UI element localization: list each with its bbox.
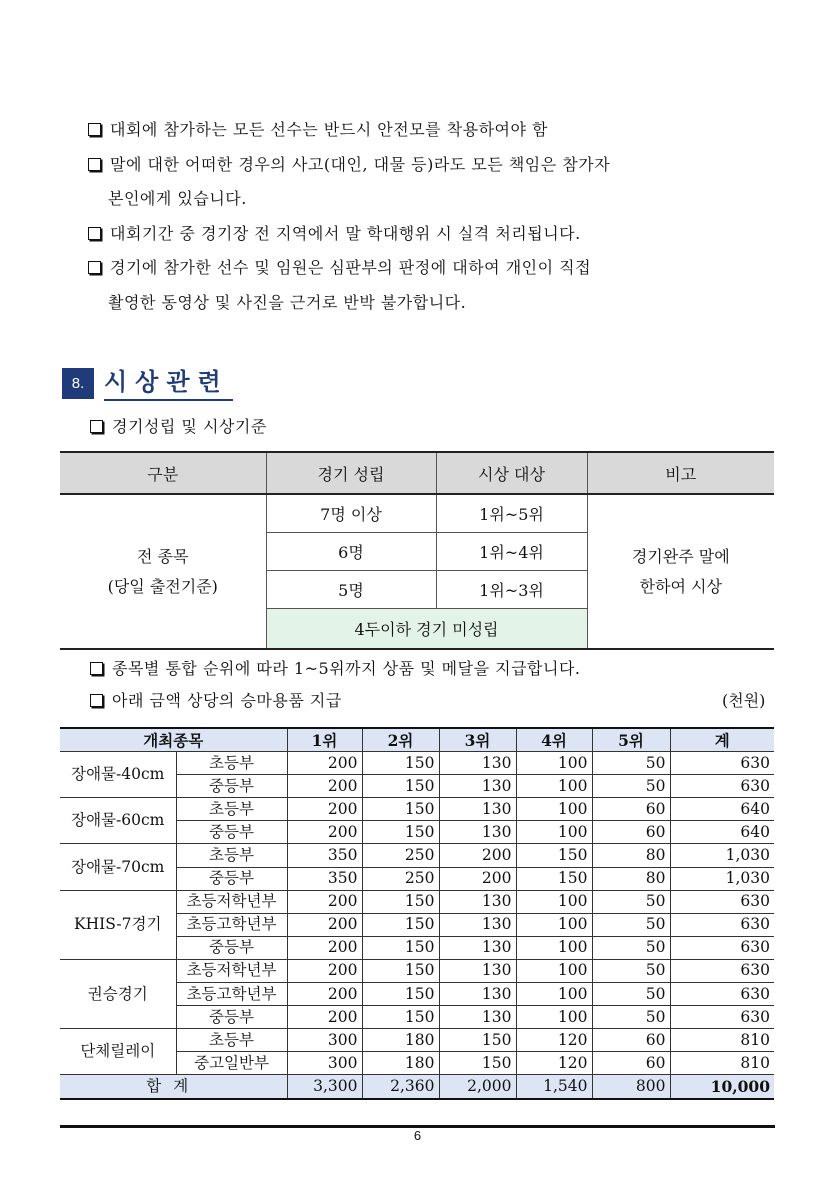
note-item: 대회에 참가하는 모든 선수는 반드시 안전모를 착용하여야 함 bbox=[88, 113, 788, 148]
invalid-cell: 4두이하 경기 미성립 bbox=[266, 609, 587, 650]
amount-cell: 300 bbox=[287, 1052, 362, 1075]
amount-cell: 120 bbox=[516, 1052, 592, 1075]
criteria-table bbox=[60, 451, 774, 650]
amount-cell: 80 bbox=[592, 844, 670, 867]
amount-cell: 50 bbox=[592, 890, 670, 913]
page-number: 6 bbox=[413, 1128, 422, 1143]
amount-cell: 60 bbox=[592, 1029, 670, 1052]
condition-cell: 5명 bbox=[266, 571, 436, 609]
event-cell: 장애물-40cm bbox=[60, 752, 176, 798]
amount-cell: 250 bbox=[362, 867, 439, 890]
amount-cell: 60 bbox=[592, 1052, 670, 1075]
table-row bbox=[60, 1029, 774, 1052]
amount-cell: 150 bbox=[362, 798, 439, 821]
amount-cell: 50 bbox=[592, 959, 670, 982]
total-label: 합계 bbox=[60, 1075, 287, 1099]
amount-cell: 100 bbox=[516, 913, 592, 936]
amount-cell: 100 bbox=[516, 983, 592, 1006]
division-cell: 초등부 bbox=[176, 1029, 287, 1052]
division-cell: 중등부 bbox=[176, 821, 287, 844]
event-cell: 단체릴레이 bbox=[60, 1029, 176, 1075]
event-cell: 장애물-70cm bbox=[60, 844, 176, 890]
table-row bbox=[60, 752, 774, 775]
amount-cell: 630 bbox=[670, 959, 774, 982]
amount-cell: 150 bbox=[362, 775, 439, 798]
amount-cell: 130 bbox=[439, 775, 516, 798]
category-cell: 전 종목 (당일 출전기준) bbox=[60, 494, 266, 649]
amount-cell: 810 bbox=[670, 1052, 774, 1075]
amount-cell: 150 bbox=[516, 867, 592, 890]
amount-cell: 50 bbox=[592, 983, 670, 1006]
amount-cell: 50 bbox=[592, 775, 670, 798]
division-cell: 초등부 bbox=[176, 844, 287, 867]
amount-cell: 100 bbox=[516, 775, 592, 798]
note-item: 말에 대한 어떠한 경우의 사고(대인, 대물 등)라도 모든 책임은 참가자 bbox=[88, 148, 788, 183]
col-header: 경기 성립 bbox=[266, 452, 436, 494]
division-cell: 초등부 bbox=[176, 798, 287, 821]
division-cell: 초등고학년부 bbox=[176, 983, 287, 1006]
checkbox-icon bbox=[88, 158, 101, 171]
amount-cell: 60 bbox=[592, 821, 670, 844]
event-cell: KHIS-7경기 bbox=[60, 890, 176, 959]
amount-cell: 200 bbox=[287, 798, 362, 821]
col-header: 2위 bbox=[362, 728, 439, 752]
amount-cell: 200 bbox=[287, 775, 362, 798]
checkbox-icon bbox=[90, 420, 103, 433]
amount-cell: 200 bbox=[287, 1006, 362, 1029]
total-amount-cell: 2,360 bbox=[362, 1075, 439, 1099]
amount-cell: 130 bbox=[439, 959, 516, 982]
amount-cell: 130 bbox=[439, 913, 516, 936]
col-header: 비고 bbox=[587, 452, 774, 494]
division-cell: 초등저학년부 bbox=[176, 890, 287, 913]
amount-cell: 150 bbox=[362, 959, 439, 982]
event-cell: 권승경기 bbox=[60, 959, 176, 1028]
amount-cell: 630 bbox=[670, 752, 774, 775]
amount-cell: 640 bbox=[670, 798, 774, 821]
note-item: 대회기간 중 경기장 전 지역에서 말 학대행위 시 실격 처리됩니다. bbox=[88, 217, 788, 252]
amount-cell: 630 bbox=[670, 775, 774, 798]
amount-cell: 50 bbox=[592, 913, 670, 936]
table-row bbox=[60, 890, 774, 913]
col-header: 시상 대상 bbox=[436, 452, 587, 494]
amount-cell: 60 bbox=[592, 798, 670, 821]
amount-cell: 300 bbox=[287, 1029, 362, 1052]
amount-cell: 200 bbox=[287, 890, 362, 913]
amount-cell: 630 bbox=[670, 1006, 774, 1029]
division-cell: 중등부 bbox=[176, 775, 287, 798]
award-cell: 1위~3위 bbox=[436, 571, 587, 609]
amount-cell: 100 bbox=[516, 1006, 592, 1029]
amount-cell: 130 bbox=[439, 890, 516, 913]
amount-cell: 150 bbox=[362, 890, 439, 913]
amount-cell: 130 bbox=[439, 752, 516, 775]
notes-list bbox=[88, 113, 788, 320]
amount-cell: 150 bbox=[362, 936, 439, 959]
amount-cell: 130 bbox=[439, 798, 516, 821]
checkbox-icon bbox=[88, 227, 101, 240]
col-header: 5위 bbox=[592, 728, 670, 752]
col-header: 개최종목 bbox=[60, 728, 287, 752]
amount-cell: 200 bbox=[439, 844, 516, 867]
note-continuation: 본인에게 있습니다. bbox=[108, 189, 247, 208]
checkbox-icon bbox=[90, 694, 103, 707]
event-cell: 장애물-60cm bbox=[60, 798, 176, 844]
amount-cell: 180 bbox=[362, 1029, 439, 1052]
amount-cell: 100 bbox=[516, 890, 592, 913]
division-cell: 초등고학년부 bbox=[176, 913, 287, 936]
amount-cell: 350 bbox=[287, 867, 362, 890]
amount-cell: 630 bbox=[670, 983, 774, 1006]
amount-cell: 150 bbox=[362, 752, 439, 775]
total-amount-cell: 2,000 bbox=[439, 1075, 516, 1099]
section-number: 8. bbox=[62, 368, 94, 399]
amount-cell: 180 bbox=[362, 1052, 439, 1075]
amount-cell: 810 bbox=[670, 1029, 774, 1052]
section-title: 시상관련 bbox=[104, 365, 233, 401]
amount-cell: 200 bbox=[287, 959, 362, 982]
total-row bbox=[60, 1075, 774, 1099]
amount-cell: 1,030 bbox=[670, 867, 774, 890]
amount-cell: 100 bbox=[516, 936, 592, 959]
amount-cell: 150 bbox=[362, 983, 439, 1006]
col-header: 1위 bbox=[287, 728, 362, 752]
amount-cell: 200 bbox=[287, 913, 362, 936]
amount-cell: 100 bbox=[516, 798, 592, 821]
checkbox-icon bbox=[88, 123, 101, 136]
amount-cell: 130 bbox=[439, 983, 516, 1006]
amount-cell: 100 bbox=[516, 959, 592, 982]
prize-heading: 아래 금액 상당의 승마용품 지급 bbox=[90, 688, 342, 711]
amount-cell: 100 bbox=[516, 752, 592, 775]
amount-cell: 630 bbox=[670, 936, 774, 959]
table-row bbox=[60, 798, 774, 821]
amount-cell: 200 bbox=[287, 821, 362, 844]
amount-cell: 130 bbox=[439, 936, 516, 959]
checkbox-icon bbox=[90, 662, 103, 675]
amount-cell: 120 bbox=[516, 1029, 592, 1052]
division-cell: 중고일반부 bbox=[176, 1052, 287, 1075]
amount-cell: 150 bbox=[439, 1029, 516, 1052]
amount-cell: 50 bbox=[592, 752, 670, 775]
col-header: 계 bbox=[670, 728, 774, 752]
amount-cell: 350 bbox=[287, 844, 362, 867]
prize-table bbox=[60, 727, 774, 1100]
amount-cell: 150 bbox=[439, 1052, 516, 1075]
amount-cell: 50 bbox=[592, 936, 670, 959]
division-cell: 중등부 bbox=[176, 936, 287, 959]
col-header: 3위 bbox=[439, 728, 516, 752]
amount-cell: 630 bbox=[670, 890, 774, 913]
total-amount-cell: 800 bbox=[592, 1075, 670, 1099]
total-amount-cell: 1,540 bbox=[516, 1075, 592, 1099]
amount-cell: 100 bbox=[516, 821, 592, 844]
division-cell: 초등부 bbox=[176, 752, 287, 775]
total-amount-cell: 3,300 bbox=[287, 1075, 362, 1099]
amount-cell: 80 bbox=[592, 867, 670, 890]
amount-cell: 1,030 bbox=[670, 844, 774, 867]
amount-cell: 50 bbox=[592, 1006, 670, 1029]
checkbox-icon bbox=[88, 261, 101, 274]
division-cell: 초등저학년부 bbox=[176, 959, 287, 982]
total-amount-cell: 10,000 bbox=[670, 1075, 774, 1099]
col-header: 구분 bbox=[60, 452, 266, 494]
amount-cell: 150 bbox=[362, 913, 439, 936]
award-note: 종목별 통합 순위에 따라 1~5위까지 상품 및 메달을 지급합니다. bbox=[90, 656, 580, 679]
division-cell: 중등부 bbox=[176, 867, 287, 890]
amount-cell: 200 bbox=[439, 867, 516, 890]
condition-cell: 6명 bbox=[266, 533, 436, 571]
amount-cell: 130 bbox=[439, 821, 516, 844]
table-row bbox=[60, 844, 774, 867]
amount-cell: 150 bbox=[362, 821, 439, 844]
remark-cell: 경기완주 말에 한하여 시상 bbox=[587, 494, 774, 649]
criteria-heading: 경기성립 및 시상기준 bbox=[90, 414, 267, 437]
division-cell: 중등부 bbox=[176, 1006, 287, 1029]
amount-cell: 150 bbox=[362, 1006, 439, 1029]
award-cell: 1위~4위 bbox=[436, 533, 587, 571]
amount-cell: 200 bbox=[287, 752, 362, 775]
award-cell: 1위~5위 bbox=[436, 494, 587, 533]
amount-cell: 130 bbox=[439, 1006, 516, 1029]
table-row bbox=[60, 959, 774, 982]
unit-label: (천원) bbox=[722, 691, 766, 710]
condition-cell: 7명 이상 bbox=[266, 494, 436, 533]
amount-cell: 640 bbox=[670, 821, 774, 844]
amount-cell: 200 bbox=[287, 983, 362, 1006]
note-item: 경기에 참가한 선수 및 임원은 심판부의 판정에 대하여 개인이 직접 bbox=[88, 251, 788, 286]
amount-cell: 250 bbox=[362, 844, 439, 867]
col-header: 4위 bbox=[516, 728, 592, 752]
amount-cell: 150 bbox=[516, 844, 592, 867]
amount-cell: 630 bbox=[670, 913, 774, 936]
amount-cell: 200 bbox=[287, 936, 362, 959]
note-continuation: 촬영한 동영상 및 사진을 근거로 반박 불가합니다. bbox=[108, 292, 467, 312]
